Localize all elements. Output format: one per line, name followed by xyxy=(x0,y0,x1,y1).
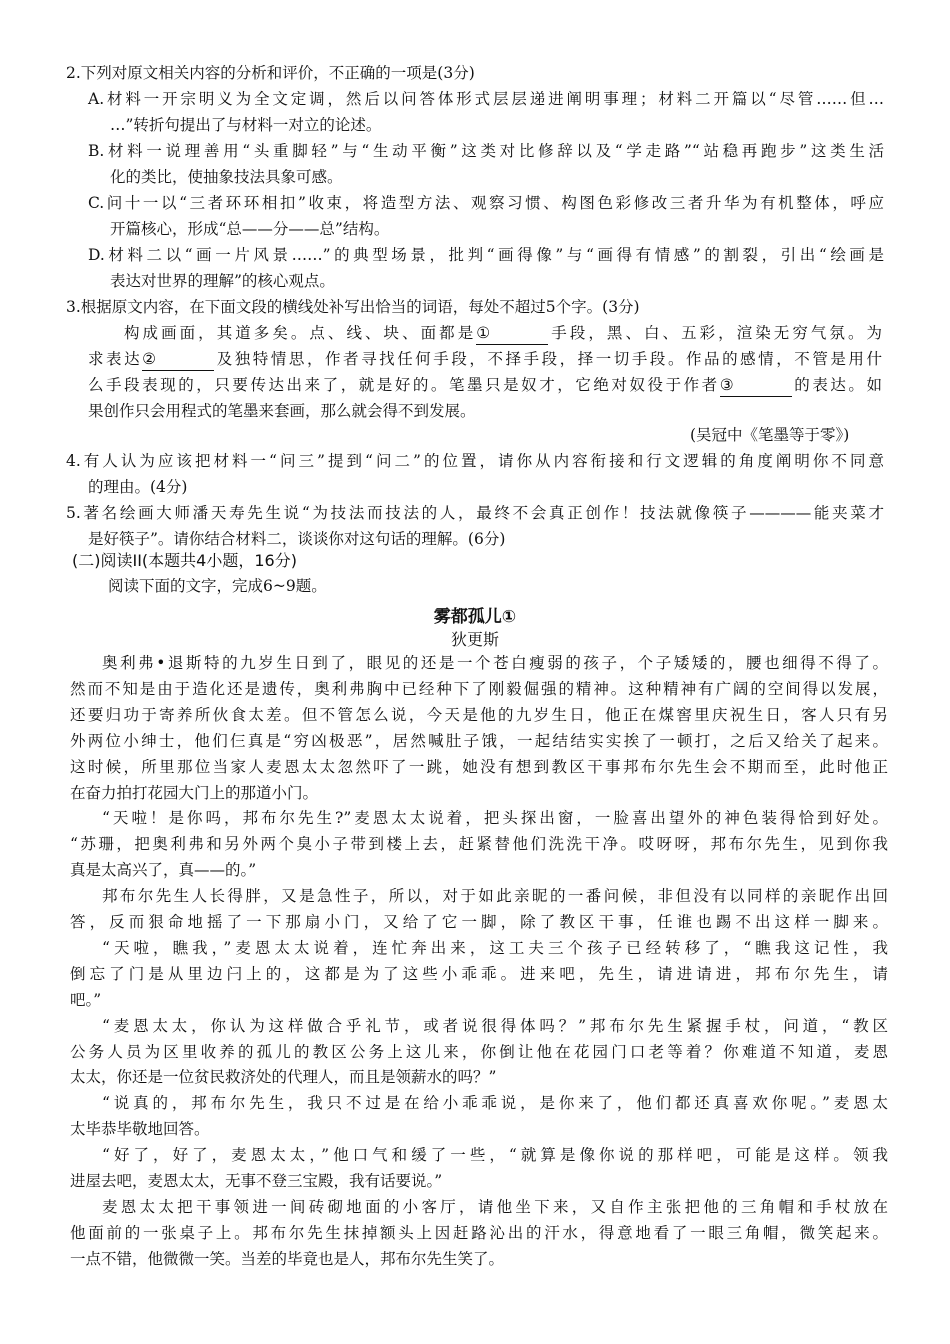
story-line: 太毕恭毕敬地回答。 xyxy=(70,1120,210,1139)
story-line: “天啦！是你吗，邦布尔先生?”麦恩太太说着，把头探出窗，一脸喜出望外的神色装得恰到好处。 xyxy=(102,809,888,828)
q4-line-2: 的理由。(4分) xyxy=(88,478,188,496)
story-line: 倒忘了门是从里边闩上的，这都是为了这些小乖乖。进来吧，先生，请进请进，邦布尔先生，请 xyxy=(70,964,888,983)
q5-line-2: 是好筷子”。请你结合材料二，谈谈你对这句话的理解。(6分) xyxy=(88,530,506,548)
q2-option-c: C.问十一以“三者环环相扣”收束，将造型方法、观察习惯、构图色彩修改三者升华为有机整体，呼应 xyxy=(88,194,884,212)
story-line: 这时候，所里那位当家人麦恩太太忽然吓了一跳，她没有想到教区干事邦布尔先生会不期而至，此时他正 xyxy=(70,757,888,776)
q3-passage-line-1: 构成画面，其道多矣。点、线、块、面都是① 手段，黑、白、五彩，渲染无穷气氛。为 xyxy=(124,322,882,345)
q2-option-d-cont: 表达对世界的理解”的核心观点。 xyxy=(110,272,335,290)
section-2-intro: 阅读下面的文字，完成6~9题。 xyxy=(108,577,327,595)
q2-option-c-cont: 开篇核心，形成“总——分——总”结构。 xyxy=(110,220,390,238)
blank-2[interactable]: ② xyxy=(142,348,214,371)
section-2-heading: (二)阅读II(本题共4小题，16分) xyxy=(72,551,297,570)
story-author: 狄更斯 xyxy=(450,630,499,649)
story-line: 奥利弗•退斯特的九岁生日到了，眼见的还是一个苍白瘦弱的孩子，个子矮矮的，腰也细得不得了。 xyxy=(102,654,888,672)
story-line: 一点不错，他微微一笑。当差的毕竟也是人，邦布尔先生笑了。 xyxy=(70,1249,505,1268)
story-title: 雾都孤儿① xyxy=(433,607,517,627)
q3-passage-line-4: 果创作只会用程式的笔墨来套画，那么就会得不到发展。 xyxy=(88,402,476,420)
story-line: 公务人员为区里收养的孤儿的教区公务上这儿来，你倒让他在花园门口老等着？你难道不知道，麦恩 xyxy=(70,1042,888,1061)
q3-source: (吴冠中《笔墨等于零》) xyxy=(690,426,850,444)
blank-3[interactable]: ③ xyxy=(720,374,792,397)
story-line: 真是太高兴了，真——的。” xyxy=(70,861,257,880)
q2-option-d: D.材料二以“画一片风景……”的典型场景，批判“画得像”与“画得有情感”的割裂，引出“绘画是 xyxy=(88,246,884,264)
story-line: 然而不知是由于造化还是遗传，奥利弗胸中已经种下了刚毅倔强的精神。这种精神有广阔的空间得以发展， xyxy=(70,679,888,698)
q3-stem: 3.根据原文内容，在下面文段的横线处补写出恰当的词语，每处不超过5个字。(3分) xyxy=(66,298,640,316)
story-line: 麦恩太太把干事领进一间砖砌地面的小客厅，请他坐下来，又自作主张把他的三角帽和手杖放在 xyxy=(102,1197,888,1216)
story-line: 答，反而狠命地摇了一下那扇小门，又给了它一脚，除了教区干事，任谁也踢不出这样一脚来。 xyxy=(70,913,888,931)
q2-option-b-cont: 化的类比，使抽象技法具象可感。 xyxy=(110,168,343,186)
story-line: 吧。” xyxy=(70,990,102,1009)
q5-line-1: 5.著名绘画大师潘天寿先生说“为技法而技法的人，最终不会真正创作！技法就像筷子————能夹菜才 xyxy=(66,504,884,522)
q2-option-b: B.材料一说理善用“头重脚轻”与“生动平衡”这类对比修辞以及“学走路”“站稳再跑步”这类生活 xyxy=(88,142,884,160)
story-line: 在奋力拍打花园大门上的那道小门。 xyxy=(70,783,319,802)
story-line: 进屋去吧，麦恩太太，无事不登三宝殿，我有话要说。” xyxy=(70,1172,443,1190)
story-line: “麦恩太太，你认为这样做合乎礼节，或者说很得体吗？”邦布尔先生紧握手杖，问道，“教区 xyxy=(102,1016,888,1035)
story-line: “好了，好了，麦恩太太，”他口气和缓了一些，“就算是像你说的那样吧，可能是这样。领我 xyxy=(102,1146,888,1165)
story-line: 还要归功于寄养所伙食太差。但不管怎么说，今天是他的九岁生日，他正在煤窖里庆祝生日，客人只有另 xyxy=(70,705,888,724)
q3-passage-line-2: 求表达② 及独特情思，作者寻找任何手段，不择手段，择一切手段。作品的感情，不管是用什 xyxy=(88,348,882,371)
story-line: 邦布尔先生人长得胖，又是急性子，所以，对于如此亲昵的一番问候，非但没有以同样的亲昵作出回 xyxy=(102,887,888,906)
q2-option-a: A.材料一开宗明义为全文定调，然后以问答体形式层层递进阐明事理；材料二开篇以“尽管……但… xyxy=(88,90,884,108)
story-line: 外两位小绅士，他们仨真是“穷凶极恶”，居然喊肚子饿，一起结结实实挨了一顿打，之后又给关了起来。 xyxy=(70,731,888,750)
q4-line-1: 4.有人认为应该把材料一“问三”提到“问二”的位置，请你从内容衔接和行文逻辑的角度阐明你不同意 xyxy=(66,452,884,470)
story-line: 太太，你还是一位贫民救济处的代理人，而且是领薪水的吗？” xyxy=(70,1068,497,1087)
story-line: “苏珊，把奥利弗和另外两个臭小子带到楼上去，赶紧替他们洗洗干净。哎呀呀，邦布尔先生，见到你我 xyxy=(70,835,888,854)
blank-1[interactable]: ① xyxy=(476,322,548,345)
story-line: “说真的，邦布尔先生，我只不过是在给小乖乖说，是你来了，他们都还真喜欢你呢。”麦恩太 xyxy=(102,1094,888,1113)
story-line: “天啦，瞧我，”麦恩太太说着，连忙奔出来，这工夫三个孩子已经转移了，“瞧我这记性，我 xyxy=(102,938,888,957)
q2-option-a-cont: …”转折句提出了与材料一对立的论述。 xyxy=(110,116,382,134)
story-line: 他面前的一张桌子上。邦布尔先生抹掉额头上因赶路沁出的汗水，得意地看了一眼三角帽，微笑起来。 xyxy=(70,1223,888,1242)
q2-stem: 2.下列对原文相关内容的分析和评价，不正确的一项是(3分) xyxy=(66,64,475,82)
q3-passage-line-3: 么手段表现的，只要传达出来了，就是好的。笔墨只是奴才，它绝对奴役于作者③ 的表达。如 xyxy=(88,374,882,397)
